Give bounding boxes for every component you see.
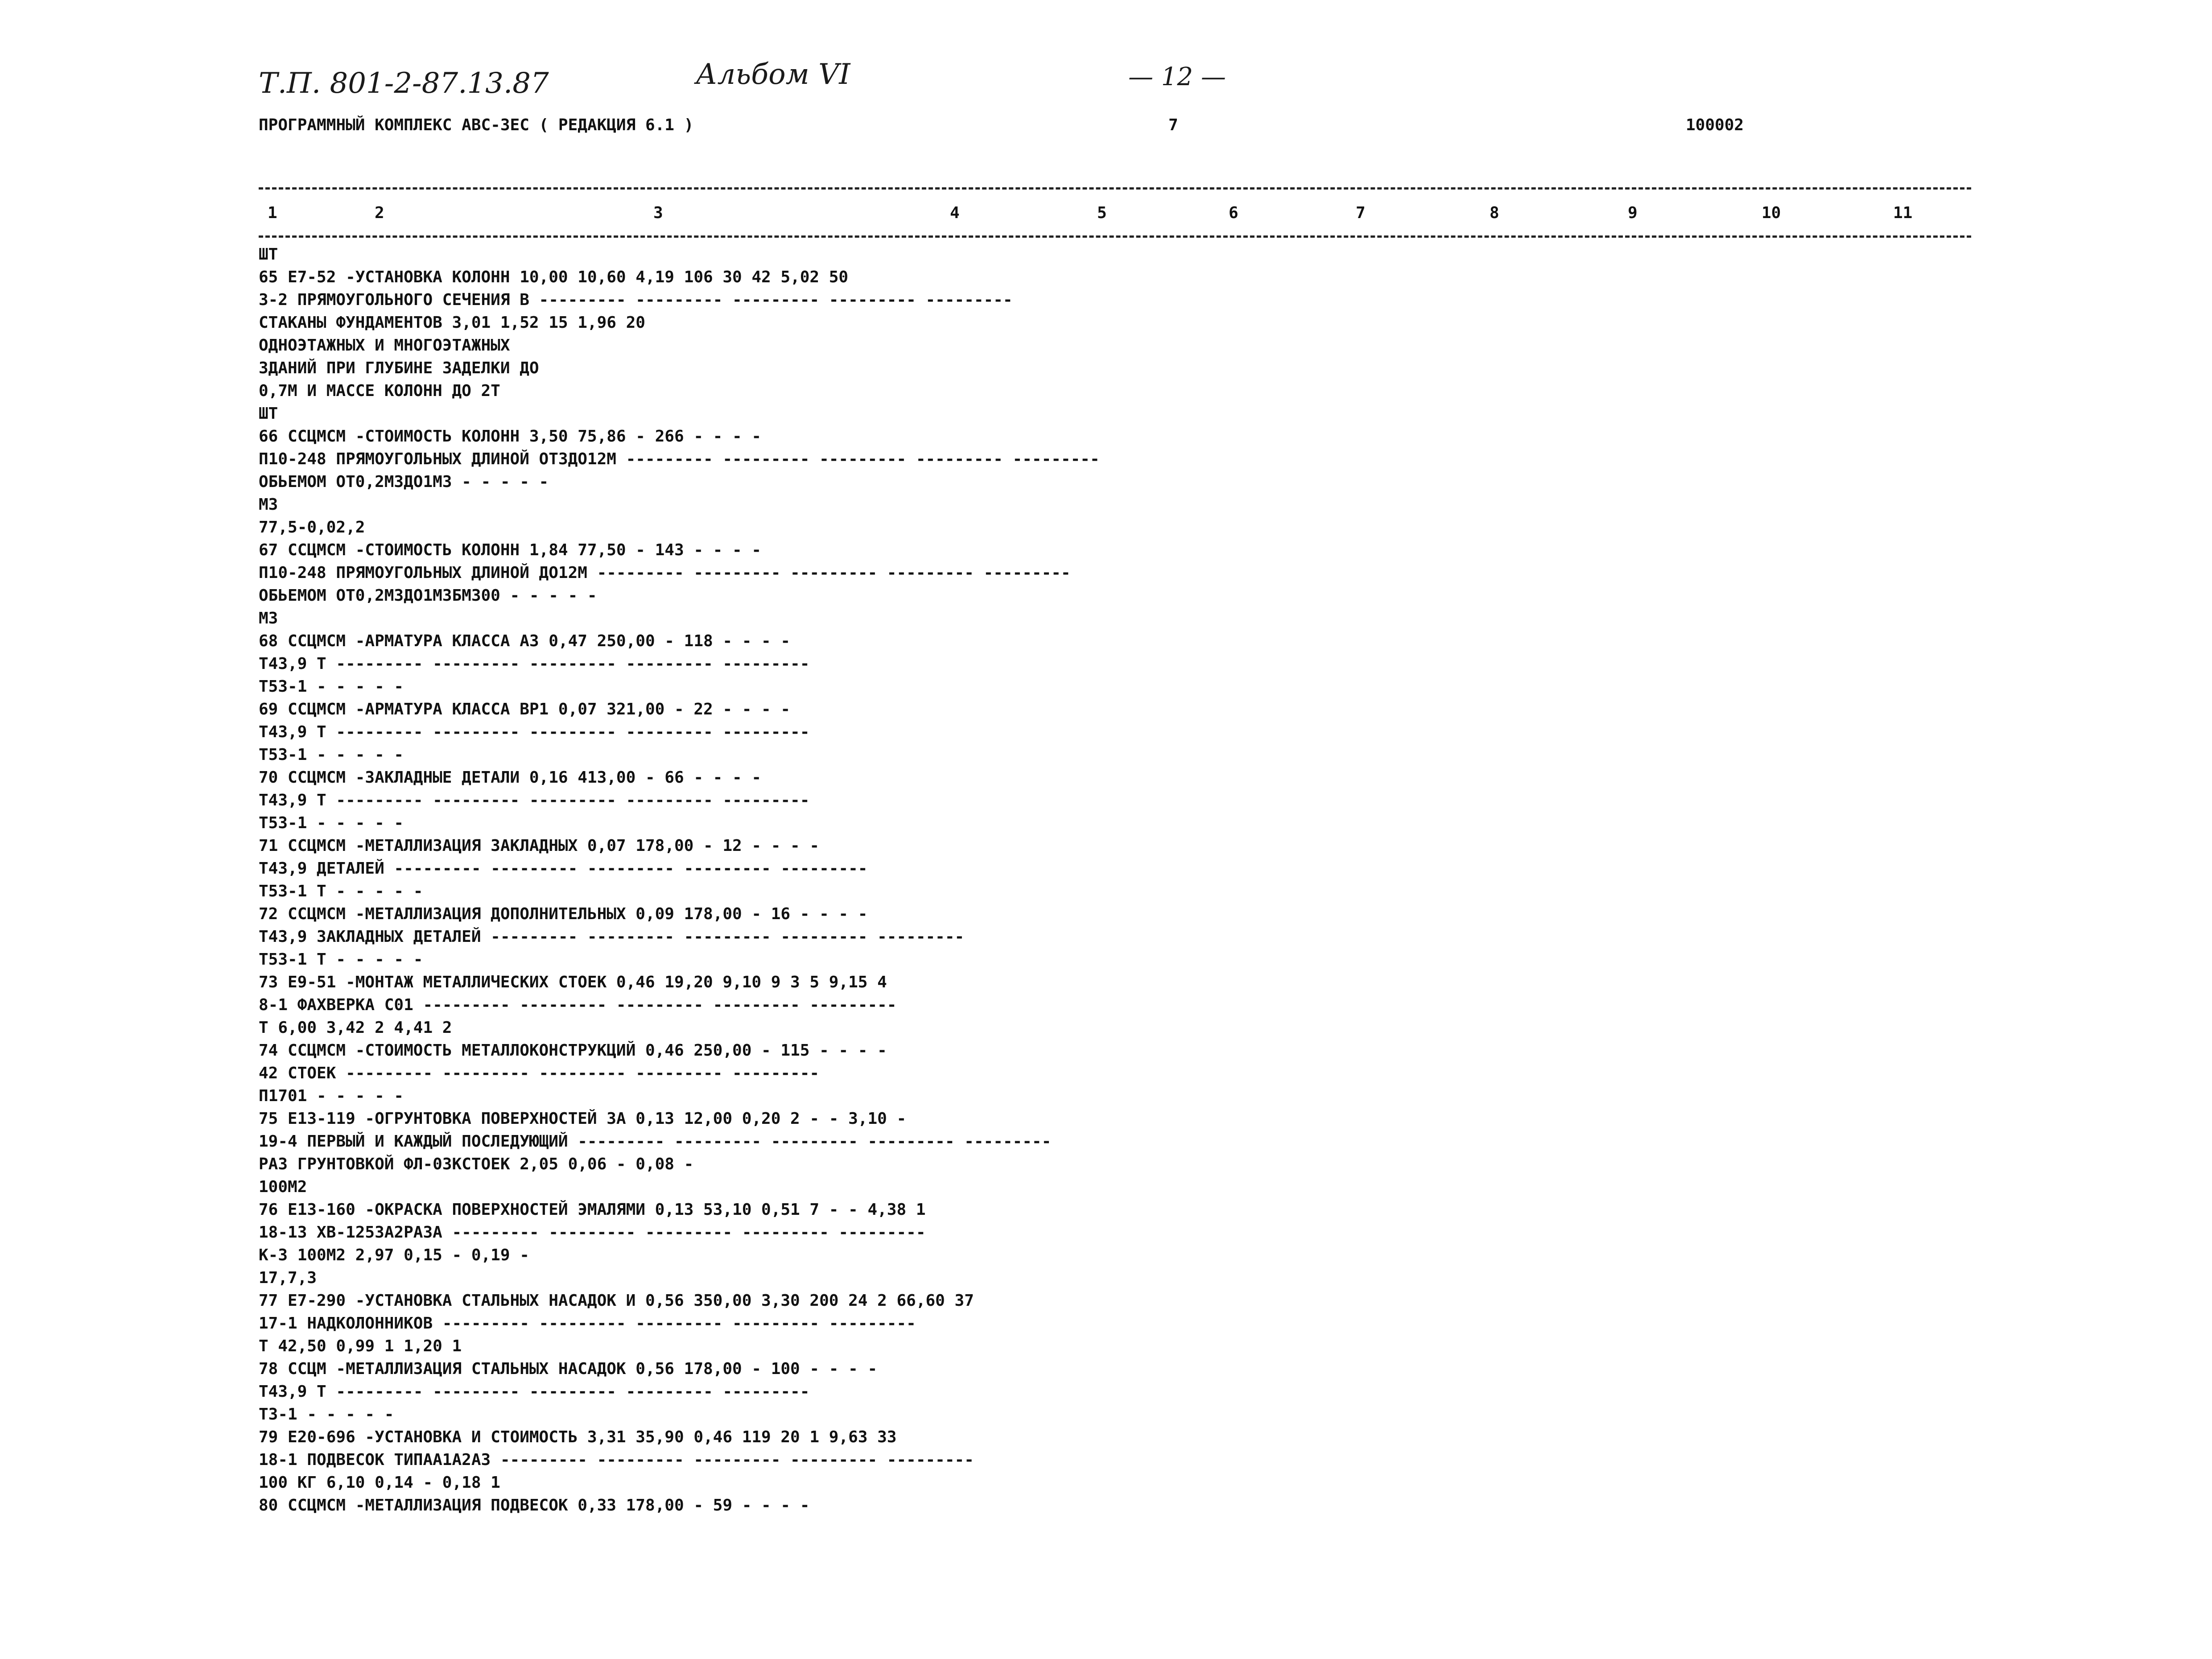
table-line: 77,5-0,02,2 [259, 518, 365, 536]
table-line: П1701 - - - - - [259, 1087, 404, 1105]
table-line: ЗДАНИЙ ПРИ ГЛУБИНЕ ЗАДЕЛКИ ДО [259, 359, 539, 377]
table-line: 68 ССЦМСМ -АРМАТУРА КЛАССА А3 0,47 250,00 - 118 - - - - [259, 632, 791, 650]
table-line: 65 Е7-52 -УСТАНОВКА КОЛОНН 10,00 10,60 4,19 106 30 42 5,02 50 [259, 268, 849, 286]
table-top-rule [259, 187, 1971, 190]
table-line: ОДНОЭТАЖНЫХ И МНОГОЭТАЖНЫХ [259, 336, 510, 355]
table-line: Т43,9 Т --------- --------- --------- --------- --------- [259, 791, 810, 809]
table-line: Т53-1 - - - - - [259, 677, 404, 696]
table-line: Т43,9 ЗАКЛАДНЫХ ДЕТАЛЕЙ --------- --------- --------- --------- --------- [259, 928, 965, 946]
table-line: 100М2 [259, 1178, 307, 1196]
table-line: Т53-1 - - - - - [259, 814, 404, 832]
table-line: 67 ССЦМСМ -СТОИМОСТЬ КОЛОНН 1,84 77,50 - 143 - - - - [259, 541, 762, 559]
table-line: 72 ССЦМСМ -МЕТАЛЛИЗАЦИЯ ДОПОЛНИТЕЛЬНЫХ 0,09 178,00 - 16 - - - - [259, 905, 868, 923]
album-label: Альбом VI [696, 58, 850, 91]
table-line: Т43,9 ДЕТАЛЕЙ --------- --------- --------- --------- --------- [259, 859, 868, 878]
table-line: 78 ССЦМ -МЕТАЛЛИЗАЦИЯ СТАЛЬНЫХ НАСАДОК 0,56 178,00 - 100 - - - - [259, 1360, 878, 1378]
table-line: 0,7М И МАССЕ КОЛОНН ДО 2Т [259, 382, 500, 400]
column-number: 9 [1628, 204, 1638, 222]
table-line: Т43,9 Т --------- --------- --------- --------- --------- [259, 723, 810, 741]
column-number: 8 [1490, 204, 1499, 222]
table-line: Т53-1 Т - - - - - [259, 950, 423, 969]
table-line: 74 ССЦМСМ -СТОИМОСТЬ МЕТАЛЛОКОНСТРУКЦИЙ 0,46 250,00 - 115 - - - - [259, 1041, 887, 1060]
table-line: 77 Е7-290 -УСТАНОВКА СТАЛЬНЫХ НАСАДОК И 0,56 350,00 3,30 200 24 2 66,60 37 [259, 1292, 974, 1310]
table-line: Т43,9 Т --------- --------- --------- --------- --------- [259, 1382, 810, 1401]
table-line: 42 СТОЕК --------- --------- --------- --------- --------- [259, 1064, 820, 1082]
table-line: СТАКАНЫ ФУНДАМЕНТОВ 3,01 1,52 15 1,96 20 [259, 314, 645, 332]
table-line: П10-248 ПРЯМОУГОЛЬНЫХ ДЛИНОЙ ДО12М --------- --------- --------- --------- --------- [259, 564, 1071, 582]
table-line: 17,7,3 [259, 1269, 317, 1287]
column-number: 2 [375, 204, 384, 222]
table-line: Т43,9 Т --------- --------- --------- --------- --------- [259, 655, 810, 673]
page-number: — 12 — [1128, 62, 1226, 91]
table-line: 73 Е9-51 -МОНТАЖ МЕТАЛЛИЧЕСКИХ СТОЕК 0,46 19,20 9,10 9 3 5 9,15 4 [259, 973, 887, 991]
table-line: 19-4 ПЕРВЫЙ И КАЖДЫЙ ПОСЛЕДУЮЩИЙ --------- --------- --------- --------- --------- [259, 1132, 1052, 1151]
column-number: 3 [653, 204, 663, 222]
column-number-row [259, 202, 1971, 228]
table-line: ШТ [259, 245, 278, 264]
table-line: 18-13 ХВ-1253А2РАЗА --------- --------- --------- --------- --------- [259, 1223, 926, 1242]
table-line: Т53-1 Т - - - - - [259, 882, 423, 900]
table-line: Т53-1 - - - - - [259, 746, 404, 764]
table-line: М3 [259, 495, 278, 514]
table-line: 71 ССЦМСМ -МЕТАЛЛИЗАЦИЯ ЗАКЛАДНЫХ 0,07 178,00 - 12 - - - - [259, 837, 820, 855]
table-line: 17-1 НАДКОЛОННИКОВ --------- --------- --------- --------- --------- [259, 1314, 916, 1333]
table-line: РАЗ ГРУНТОВКОЙ ФЛ-03КСТОЕК 2,05 0,06 - 0,08 - [259, 1155, 694, 1173]
table-line: 80 ССЦМСМ -МЕТАЛЛИЗАЦИЯ ПОДВЕСОК 0,33 178,00 - 59 - - - - [259, 1496, 810, 1515]
header-mark: 7 [1168, 116, 1178, 134]
table-line: 69 ССЦМСМ -АРМАТУРА КЛАССА ВР1 0,07 321,00 - 22 - - - - [259, 700, 791, 718]
table-line: Т 6,00 3,42 2 4,41 2 [259, 1019, 452, 1037]
table-line: 79 Е20-696 -УСТАНОВКА И СТОИМОСТЬ 3,31 35,90 0,46 119 20 1 9,63 33 [259, 1428, 897, 1446]
table-line: ШТ [259, 404, 278, 423]
table-header-rule [259, 235, 1971, 238]
table-line: 75 Е13-119 -ОГРУНТОВКА ПОВЕРХНОСТЕЙ ЗА 0,13 12,00 0,20 2 - - 3,10 - [259, 1110, 907, 1128]
header-code: 100002 [1686, 116, 1744, 134]
column-number: 4 [950, 204, 960, 222]
table-line: П10-248 ПРЯМОУГОЛЬНЫХ ДЛИНОЙ ОТ3ДО12М --------- --------- --------- --------- --------- [259, 450, 1100, 468]
table-line: 100 КГ 6,10 0,14 - 0,18 1 [259, 1473, 500, 1492]
table-line: ОБЬЕМОМ ОТ0,2М3ДО1М3 - - - - - [259, 473, 549, 491]
column-number: 10 [1762, 204, 1781, 222]
program-header: ПРОГРАММНЫЙ КОМПЛЕКС АВС-3ЕС ( РЕДАКЦИЯ 6.1 ) [259, 116, 694, 134]
table-line: 3-2 ПРЯМОУГОЛЬНОГО СЕЧЕНИЯ В --------- --------- --------- --------- --------- [259, 291, 1013, 309]
column-number: 6 [1229, 204, 1238, 222]
table-line: 66 ССЦМСМ -СТОИМОСТЬ КОЛОНН 3,50 75,86 - 266 - - - - [259, 427, 762, 446]
table-body [259, 243, 1980, 1581]
column-number: 7 [1356, 204, 1366, 222]
document-reference: Т.П. 801-2-87.13.87 [259, 67, 549, 100]
table-line: К-3 100М2 2,97 0,15 - 0,19 - [259, 1246, 529, 1264]
table-line: 18-1 ПОДВЕСОК ТИПАА1А2А3 --------- --------- --------- --------- --------- [259, 1451, 974, 1469]
table-line: 76 Е13-160 -ОКРАСКА ПОВЕРХНОСТЕЙ ЭМАЛЯМИ 0,13 53,10 0,51 7 - - 4,38 1 [259, 1201, 926, 1219]
table-line: М3 [259, 609, 278, 627]
column-number: 11 [1893, 204, 1913, 222]
column-number: 1 [268, 204, 277, 222]
table-line: 8-1 ФАХВЕРКА С01 --------- --------- --------- --------- --------- [259, 996, 897, 1014]
table-line: Т 42,50 0,99 1 1,20 1 [259, 1337, 462, 1355]
column-number: 5 [1097, 204, 1107, 222]
table-line: Т3-1 - - - - - [259, 1405, 394, 1424]
table-line: ОБЬЕМОМ ОТ0,2М3ДО1М3БМ300 - - - - - [259, 586, 597, 605]
table-line: 70 ССЦМСМ -ЗАКЛАДНЫЕ ДЕТАЛИ 0,16 413,00 - 66 - - - - [259, 768, 762, 787]
